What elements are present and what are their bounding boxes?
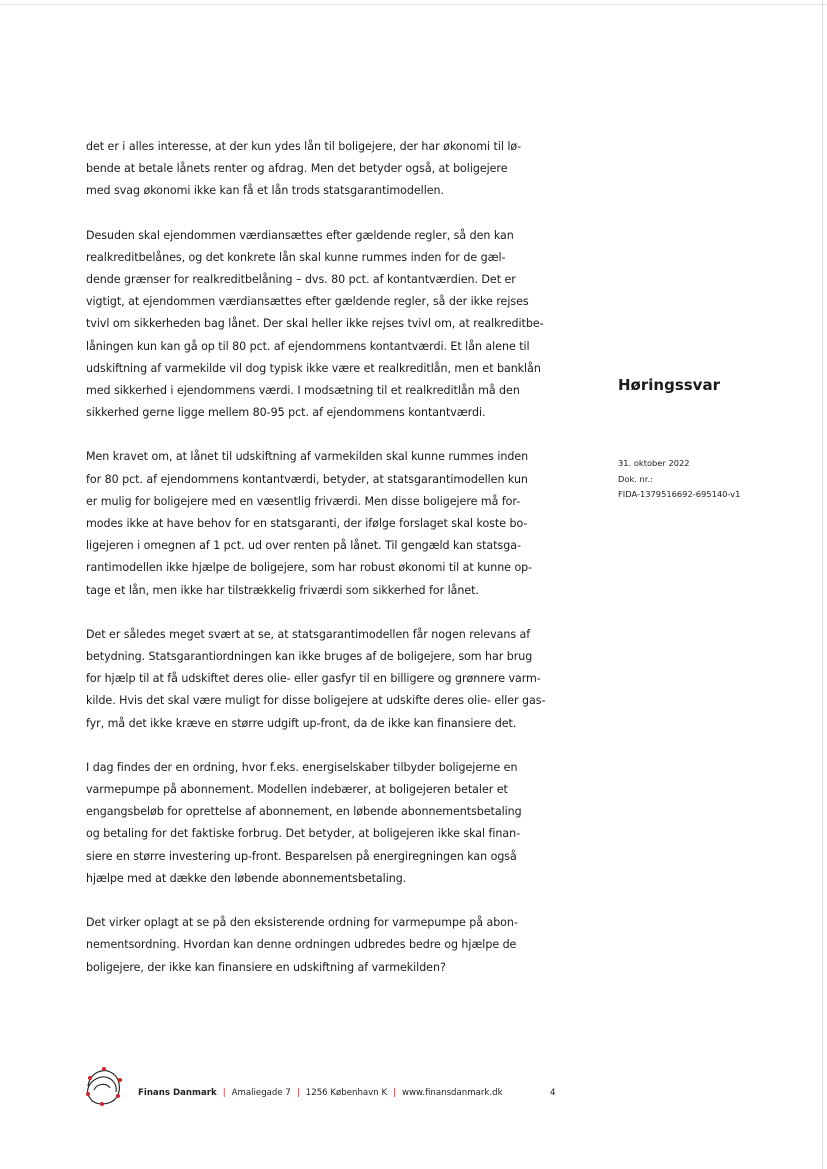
footer-separator: | <box>393 1088 396 1098</box>
text-line: engangsbeløb for oprettelse af abonnement, en løbende abonnementsbetaling <box>86 805 522 819</box>
text-line: siere en større investering up-front. Besparelsen på energiregningen kan også <box>86 849 517 863</box>
footer-postal: 1256 København K <box>305 1088 388 1098</box>
text-line: udskiftning af varmekilde vil dog typisk ikke være et realkreditlån, men et banklån <box>86 361 541 375</box>
footer-contact <box>138 1088 503 1098</box>
text-line: rantimodellen ikke hjælpe de boligejere, som har robust økonomi til at kunne op- <box>86 561 533 575</box>
body-paragraph <box>86 624 561 735</box>
body-paragraph <box>86 136 561 203</box>
text-line: modes ikke at have behov for en statsgaranti, der ifølge forslaget skal koste bo- <box>86 517 528 531</box>
text-line: kilde. Hvis det skal være muligt for disse boligejere at udskifte deres olie- eller gas- <box>86 694 546 708</box>
document-number: FIDA-1379516692-695140-v1 <box>618 489 741 499</box>
text-line: hjælpe med at dække den løbende abonnementsbetaling. <box>86 871 407 885</box>
page-footer <box>80 1062 580 1112</box>
footer-brand: Finans Danmark <box>138 1088 217 1098</box>
text-line: Desuden skal ejendommen værdiansættes efter gældende regler, så den kan <box>86 228 514 242</box>
document-meta <box>618 456 740 503</box>
text-line: bende at betale lånets renter og afdrag. Men det betyder også, at boligejere <box>86 162 508 176</box>
text-line: Det virker oplagt at se på den eksisterende ordning for varmepumpe på abon- <box>86 916 518 930</box>
text-line: Men kravet om, at lånet til udskiftning af varmekilden skal kunne rummes inden <box>86 450 529 464</box>
body-paragraph <box>86 446 561 601</box>
footer-separator: | <box>296 1088 300 1098</box>
text-line: er mulig for boligejere med en væsentlig friværdi. Men disse boligejere må for- <box>86 494 521 508</box>
page-right-edge <box>822 0 823 1169</box>
text-line: for hjælp til at få udskiftet deres olie- eller gasfyr til en billigere og grønnere varm- <box>86 672 541 686</box>
text-line: tvivl om sikkerheden bag lånet. Der skal heller ikke rejses tvivl om, at realkreditbe- <box>86 317 544 331</box>
text-line: nementsordning. Hvordan kan denne ordningen udbredes bedre og hjælpe de <box>86 938 517 952</box>
text-line: ligejeren i omegnen af 1 pct. ud over renten på lånet. Til gengæld kan statsga- <box>86 539 521 553</box>
text-line: boligejere, der ikke kan finansiere en udskiftning af varmekilden? <box>86 960 446 974</box>
text-line: låningen kun kan gå op til 80 pct. af ejendommens kontantværdi. Et lån alene til <box>86 339 530 353</box>
body-paragraph <box>86 225 561 425</box>
body-text <box>86 136 561 1001</box>
page-top-edge <box>0 4 827 5</box>
text-line: Det er således meget svært at se, at statsgarantimodellen får nogen relevans af <box>86 627 531 641</box>
text-line: vigtigt, at ejendommen værdiansættes efter gældende regler, så der ikke rejses <box>86 295 529 309</box>
text-line: for 80 pct. af ejendommens kontantværdi, betyder, at statsgarantimodellen kun <box>86 472 528 486</box>
document-type-heading: Høringssvar <box>618 376 720 394</box>
body-paragraph <box>86 912 561 979</box>
document-number-label: Dok. nr.: <box>618 473 653 484</box>
body-paragraph <box>86 757 561 890</box>
document-date: 31. oktober 2022 <box>618 458 690 468</box>
text-line: I dag findes der en ordning, hvor f.eks. energiselskaber tilbyder boligejerne en <box>86 760 518 774</box>
footer-website[interactable]: www.finansdanmark.dk <box>401 1088 503 1098</box>
text-line: realkreditbelånes, og det konkrete lån skal kunne rummes inden for de gæl- <box>86 250 506 264</box>
text-line: med sikkerhed i ejendommens værdi. I modsætning til et realkreditlån må den <box>86 384 520 398</box>
text-line: sikkerhed gerne ligge mellem 80-95 pct. af ejendommens kontantværdi. <box>86 406 486 420</box>
text-line: varmepumpe på abonnement. Modellen indebærer, at boligejeren betaler et <box>86 783 508 797</box>
footer-address: Amaliegade 7 <box>231 1088 291 1098</box>
text-line: med svag økonomi ikke kan få et lån trods statsgarantimodellen. <box>86 184 444 198</box>
page-number: 4 <box>550 1088 556 1098</box>
text-line: betydning. Statsgarantiordningen kan ikke bruges af de boligejere, som har brug <box>86 650 533 664</box>
text-line: tage et lån, men ikke har tilstrækkelig friværdi som sikkerhed for lånet. <box>86 583 479 597</box>
text-line: dende grænser for realkreditbelåning – dvs. 80 pct. af kontantværdien. Det er <box>86 273 516 287</box>
text-line: det er i alles interesse, at der kun ydes lån til boligejere, der har økonomi til lø- <box>86 140 522 153</box>
finans-danmark-logo-icon <box>80 1062 128 1110</box>
text-line: og betaling for det faktiske forbrug. Det betyder, at boligejeren ikke skal finan- <box>86 827 521 841</box>
footer-separator: | <box>222 1088 226 1098</box>
text-line: fyr, må det ikke kræve en større udgift up-front, da de ikke kan finansiere det. <box>86 716 517 730</box>
